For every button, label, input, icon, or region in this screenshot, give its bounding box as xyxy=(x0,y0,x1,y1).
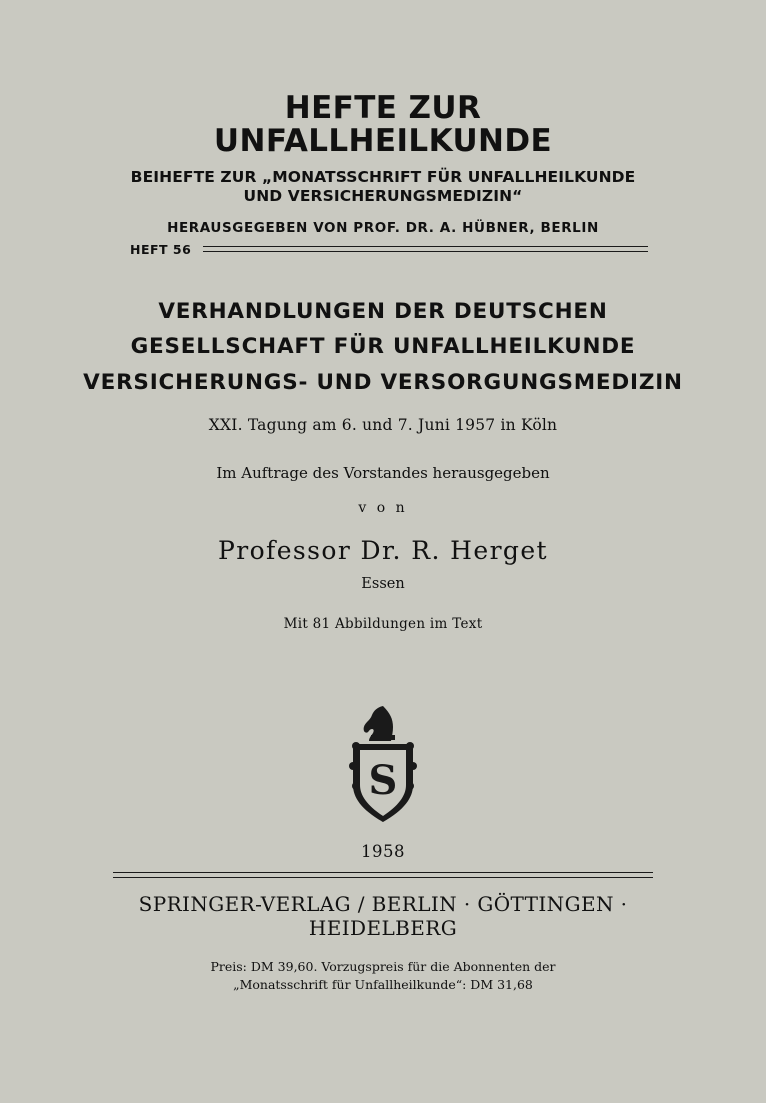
commission-note: Im Auftrage des Vorstandes herausgegeben xyxy=(216,464,550,483)
series-subtitle-line2: UND VERSICHERUNGSMEDIZIN“ xyxy=(243,187,523,206)
divider-double-bottom xyxy=(113,872,653,878)
editor-name: Professor Dr. R. Herget xyxy=(218,536,548,566)
series-subtitle xyxy=(118,168,648,207)
meeting-info: XXI. Tagung am 6. und 7. Juni 1957 in Köln xyxy=(208,416,558,435)
issue-number: HEFT 56 xyxy=(118,242,203,257)
editor-city: Essen xyxy=(361,576,405,593)
publication-year: 1958 xyxy=(361,841,405,861)
series-subtitle-line1: BEIHEFTE ZUR „MONATSSCHRIFT FÜR UNFALLHEILKUNDE xyxy=(130,168,636,187)
svg-text:S: S xyxy=(368,757,398,805)
page-title xyxy=(83,294,683,400)
byline-von: v o n xyxy=(358,500,408,517)
page-title-line3: VERSICHERUNGS- UND VERSORGUNGSMEDIZIN xyxy=(83,369,683,395)
masthead xyxy=(118,92,648,236)
series-editor-line: HERAUSGEGEBEN VON PROF. DR. A. HÜBNER, BERLIN xyxy=(167,219,599,236)
series-title: HEFTE ZUR UNFALLHEILKUNDE xyxy=(213,90,553,159)
masthead-rule-group xyxy=(118,241,648,257)
springer-horse-logo xyxy=(340,704,426,826)
publisher-line: SPRINGER-VERLAG / BERLIN · GÖTTINGEN · HEIDELBERG xyxy=(138,891,628,940)
footer xyxy=(113,842,653,996)
figures-note: Mit 81 Abbildungen im Text xyxy=(283,616,483,633)
price-line2: „Monatsschrift für Unfallheilkunde“: DM 31,68 xyxy=(233,977,533,993)
price-note xyxy=(113,958,653,996)
page-title-line2: GESELLSCHAFT FÜR UNFALLHEILKUNDE xyxy=(130,334,636,360)
price-line1: Preis: DM 39,60. Vorzugspreis für die Abonnenten der xyxy=(210,958,556,974)
page-title-line1: VERHANDLUNGEN DER DEUTSCHEN xyxy=(158,298,608,324)
